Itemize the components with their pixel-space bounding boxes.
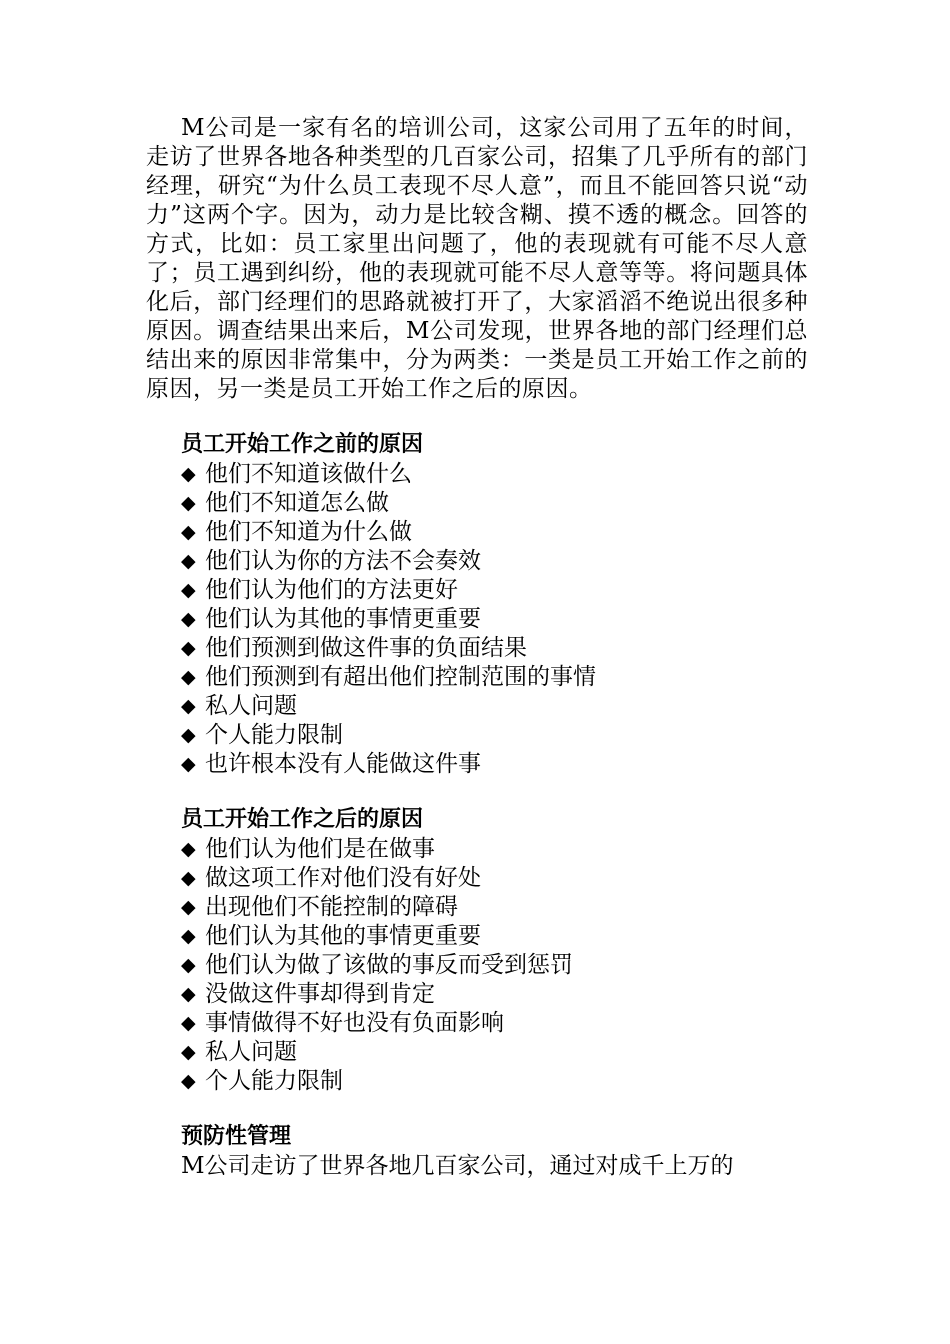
list-item	[181, 1038, 808, 1067]
list-item-text: 他们认为你的方法不会奏效	[205, 548, 481, 574]
diamond-bullet-icon: ◆	[181, 579, 196, 601]
list-item-text: 他们预测到有超出他们控制范围的事情	[205, 664, 596, 690]
list-item	[181, 663, 808, 692]
section-after-work	[146, 805, 808, 1096]
diamond-bullet-icon: ◆	[181, 954, 196, 976]
list-item	[181, 460, 808, 489]
intro-paragraph: M公司是一家有名的培训公司，这家公司用了五年的时间，走访了世界各地各种类型的几百家公司，招集了几乎所有的部门经理，研究“为什么员工表现不尽人意”，而且不能回答只说“动力”这两个字。因为，动力是比较含糊、摸不透的概念。回答的方式，比如：员工家里出问题了，他的表现就有可能不尽人意了；员工遇到纠纷，他的表现就可能不尽人意等等。将问题具体化后，部门经理们的思路就被打开了，大家滔滔不绝说出很多种原因。调查结果出来后，M公司发现，世界各地的部门经理们总结出来的原因非常集中，分为两类：一类是员工开始工作之前的原因，另一类是员工开始工作之后的原因。	[146, 115, 808, 402]
diamond-bullet-icon: ◆	[181, 724, 196, 746]
diamond-bullet-icon: ◆	[181, 608, 196, 630]
diamond-bullet-icon: ◆	[181, 1070, 196, 1092]
diamond-bullet-icon: ◆	[181, 463, 196, 485]
list-item-text: 他们认为做了该做的事反而受到惩罚	[205, 952, 573, 978]
list-item	[181, 835, 808, 864]
diamond-bullet-icon: ◆	[181, 1012, 196, 1034]
diamond-bullet-icon: ◆	[181, 695, 196, 717]
list-item	[181, 721, 808, 750]
list-item	[181, 951, 808, 980]
diamond-bullet-icon: ◆	[181, 896, 196, 918]
list-item-text: 个人能力限制	[205, 722, 343, 748]
list-item-text: 没做这件事却得到肯定	[205, 981, 435, 1007]
section-title-before-work: 员工开始工作之前的原因	[181, 432, 424, 457]
list-item-text: 他们不知道该做什么	[205, 461, 412, 487]
list-item	[181, 518, 808, 547]
diamond-bullet-icon: ◆	[181, 1041, 196, 1063]
section-before-work	[146, 430, 808, 779]
list-item-text: 他们预测到做这件事的负面结果	[205, 635, 527, 661]
list-item-text: 他们不知道怎么做	[205, 490, 389, 516]
diamond-bullet-icon: ◆	[181, 550, 196, 572]
list-item-text: 他们认为他们的方法更好	[205, 577, 458, 603]
diamond-bullet-icon: ◆	[181, 753, 196, 775]
list-item	[181, 547, 808, 576]
list-item	[181, 1009, 808, 1038]
list-item-text: 个人能力限制	[205, 1068, 343, 1094]
list-item-text: 也许根本没有人能做这件事	[205, 751, 481, 777]
section-title-preventive: 预防性管理	[181, 1124, 292, 1149]
list-item-text: 私人问题	[205, 1039, 297, 1065]
diamond-bullet-icon: ◆	[181, 492, 196, 514]
list-item	[181, 893, 808, 922]
list-item	[181, 922, 808, 951]
list-item-text: 他们认为其他的事情更重要	[205, 923, 481, 949]
list-item	[181, 1067, 808, 1096]
list-item-text: 私人问题	[205, 693, 297, 719]
list-item	[181, 864, 808, 893]
diamond-bullet-icon: ◆	[181, 838, 196, 860]
list-item	[181, 605, 808, 634]
section-preventive	[146, 1122, 808, 1181]
diamond-bullet-icon: ◆	[181, 983, 196, 1005]
list-item	[181, 576, 808, 605]
section-title-after-work: 员工开始工作之后的原因	[181, 807, 424, 832]
list-item	[181, 750, 808, 779]
list-item	[181, 692, 808, 721]
list-item	[181, 634, 808, 663]
diamond-bullet-icon: ◆	[181, 666, 196, 688]
list-item-text: 他们认为其他的事情更重要	[205, 606, 481, 632]
list-item	[181, 489, 808, 518]
list-item-text: 他们认为他们是在做事	[205, 836, 435, 862]
list-item	[181, 980, 808, 1009]
document-page	[146, 114, 808, 1181]
diamond-bullet-icon: ◆	[181, 521, 196, 543]
preventive-text: M公司走访了世界各地几百家公司，通过对成千上万的	[181, 1153, 734, 1179]
diamond-bullet-icon: ◆	[181, 637, 196, 659]
bullet-list-after-work	[181, 835, 808, 1096]
diamond-bullet-icon: ◆	[181, 925, 196, 947]
list-item-text: 他们不知道为什么做	[205, 519, 412, 545]
diamond-bullet-icon: ◆	[181, 867, 196, 889]
bullet-list-before-work	[181, 460, 808, 779]
list-item-text: 事情做得不好也没有负面影响	[205, 1010, 504, 1036]
list-item-text: 做这项工作对他们没有好处	[205, 865, 481, 891]
list-item-text: 出现他们不能控制的障碍	[205, 894, 458, 920]
